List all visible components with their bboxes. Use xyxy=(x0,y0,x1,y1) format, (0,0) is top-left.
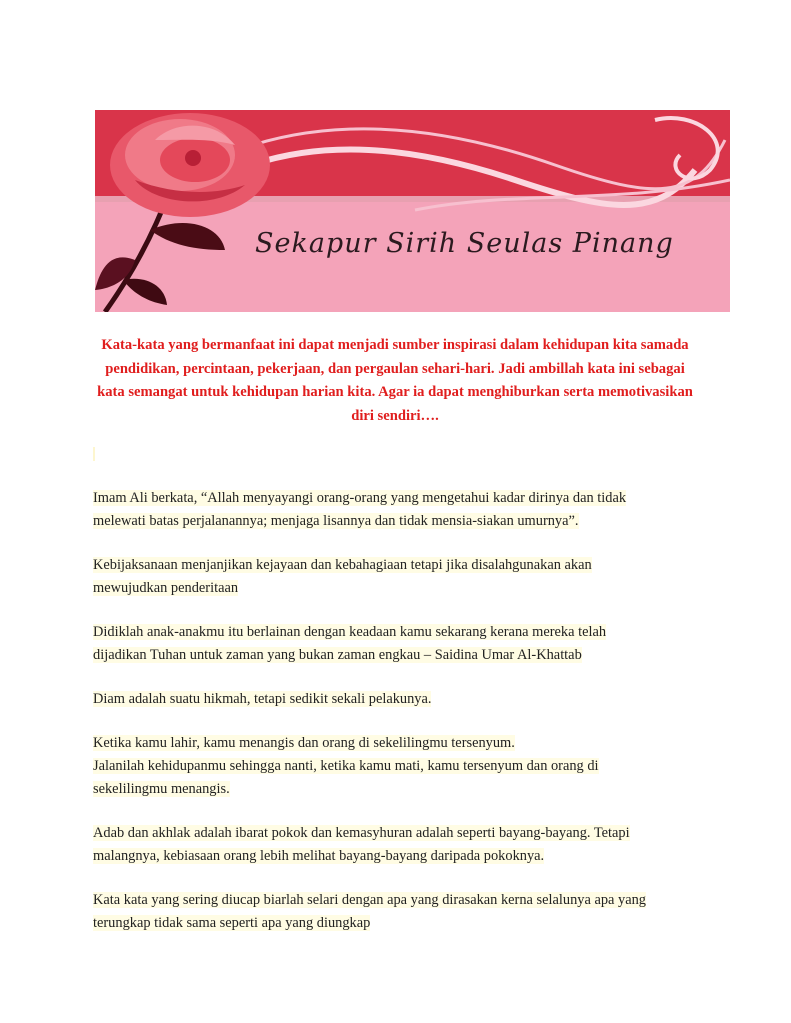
quote-item xyxy=(93,732,703,801)
quote-line: Diam adalah suatu hikmah, tetapi sedikit sekali pelakunya. xyxy=(93,691,432,707)
quote-line: terungkap tidak sama seperti apa yang diungkap xyxy=(93,915,371,931)
banner-title: Sekapur Sirih Seulas Pinang xyxy=(255,228,674,259)
rose-banner-image xyxy=(95,110,730,312)
header-banner xyxy=(95,110,730,312)
quote-item xyxy=(93,822,703,868)
quote-item xyxy=(93,487,703,533)
intro-paragraph: Kata-kata yang bermanfaat ini dapat menjadi sumber inspirasi dalam kehidupan kita samada pendidikan, percintaan, pekerjaan, dan pergaulan sehari-hari. Jadi ambillah kata ini sebagai kata semangat untuk kehidupan harian kita. Agar ia dapat menghiburkan serta memotivasikan diri sendiri…. xyxy=(97,337,693,424)
quote-item xyxy=(93,554,703,600)
quote-line: Jalanilah kehidupanmu sehingga nanti, ketika kamu mati, kamu tersenyum dan orang di xyxy=(93,758,599,774)
quote-line: dijadikan Tuhan untuk zaman yang bukan zaman engkau – Saidina Umar Al-Khattab xyxy=(93,647,582,663)
quote-line: Kata kata yang sering diucap biarlah selari dengan apa yang dirasakan kerna selalunya apa yang xyxy=(93,892,646,908)
quote-item xyxy=(93,889,703,935)
text-cursor-marker xyxy=(93,447,95,461)
quote-line: melewati batas perjalanannya; menjaga lisannya dan tidak mensia-siakan umurnya”. xyxy=(93,513,579,529)
quote-line: Ketika kamu lahir, kamu menangis dan orang di sekelilingmu tersenyum. xyxy=(93,735,515,751)
quote-line: Adab dan akhlak adalah ibarat pokok dan kemasyhuran adalah seperti bayang-bayang. Tetapi xyxy=(93,825,630,841)
quote-line: Didiklah anak-anakmu itu berlainan dengan keadaan kamu sekarang kerana mereka telah xyxy=(93,624,607,640)
quote-list xyxy=(93,487,703,956)
quote-line: Kebijaksanaan menjanjikan kejayaan dan kebahagiaan tetapi jika disalahgunakan akan xyxy=(93,557,592,573)
quote-line: malangnya, kebiasaan orang lebih melihat bayang-bayang daripada pokoknya. xyxy=(93,848,545,864)
quote-line: sekelilingmu menangis. xyxy=(93,781,230,797)
quote-line: mewujudkan penderitaan xyxy=(93,580,239,596)
quote-item xyxy=(93,688,703,711)
quote-item xyxy=(93,621,703,667)
quote-line: Imam Ali berkata, “Allah menyayangi orang-orang yang mengetahui kadar dirinya dan tidak xyxy=(93,490,627,506)
